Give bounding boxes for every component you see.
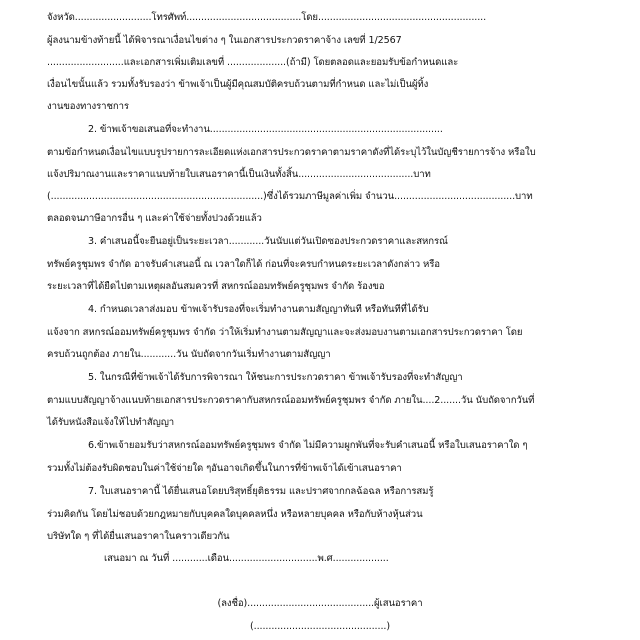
- clause-2-taxes-line: ตลอดจนภาษีอากรอื่น ๆ และค่าใช้จ่ายทั้งปวงด้วยแล้ว: [47, 213, 262, 224]
- clause-4-line-2: แจ้งจาก สหกรณ์ออมทรัพย์ครูชุมพร จำกัด ว่าให้เริ่มทำงานตามสัญญาและจะส่งมอบงานตามเอกสารประกวดราคา โดย: [47, 327, 523, 338]
- clause-7-heading: 7. ใบเสนอราคานี้ ได้ยื่นเสนอโดยบริสุทธิ์ยุติธรรม และปราศจากกลฉ้อฉล หรือการสมรู้: [88, 486, 434, 497]
- clause-4-heading: 4. กำหนดเวลาส่งมอบ ข้าพเจ้ารับรองที่จะเริ่มทำงานตามสัญญาทันที หรือทันทีที่ได้รับ: [88, 304, 429, 315]
- clause-5-line-2: ตามแบบสัญญาจ้างแนบท้ายเอกสารประกวดราคากับสหกรณ์ออมทรัพย์ครูชุมพร จำกัด ภายใน....2.......วัน นับถัดจากวันที่: [47, 395, 535, 406]
- addendum-line: ..........................และเอกสารเพิ่มเติมเลขที่ ....................(ถ้ามี) โดยตลอดและยอมรับข้อกำหนดและ: [47, 57, 459, 68]
- clause-2-vat-line: (........................................................................)ซึ่งได้รวมภาษีมูลค่าเพิ่ม จำนวน.........................................บาท: [47, 191, 533, 202]
- clause-6-line-2: รวมทั้งไม่ต้องรับผิดชอบในค่าใช้จ่ายใด ๆอันอาจเกิดขึ้นในการที่ข้าพเจ้าได้เข้าเสนอราคา: [47, 463, 402, 474]
- clause-6-heading: 6.ข้าพเจ้ายอมรับว่าสหกรณ์ออมทรัพย์ครูชุมพร จำกัด ไม่มีความผูกพันที่จะรับคำเสนอนี้ หรือใบเสนอราคาใด ๆ: [88, 440, 528, 451]
- qualification-line: เงื่อนไขนั้นแล้ว รวมทั้งรับรองว่า ข้าพเจ้าเป็นผู้มีคุณสมบัติครบถ้วนตามที่กำหนด และไม่เป็นผู้ทิ้ง: [47, 79, 429, 90]
- signer-name-line: (.............................................): [249, 621, 391, 632]
- clause-2-total-line: แจ้งปริมาณงานและราคาแนบท้ายใบเสนอราคานี้เป็นเงินทั้งสิ้น.......................................บาท: [47, 169, 431, 180]
- submission-date-line: เสนอมา ณ วันที่ ............เดือน..............................พ.ศ...................: [104, 553, 389, 564]
- clause-2-terms-line: ตามข้อกำหนดเงื่อนไขแบบรูปรายการละเอียดแห่งเอกสารประกวดราคาตามราคาดังที่ได้ระบุไว้ในบัญชีรายการจ้าง หรือใบ: [47, 147, 536, 158]
- signature-line: (ลงชื่อ)...........................................ผู้เสนอราคา: [217, 598, 423, 609]
- clause-5-heading: 5. ในกรณีที่ข้าพเจ้าได้รับการพิจารณา ให้ชนะการประกวดราคา ข้าพเจ้ารับรองที่จะทำสัญญา: [88, 372, 463, 383]
- government-work-line: งานของทางราชการ: [47, 101, 129, 112]
- clause-4-line-3: ครบถ้วนถูกต้อง ภายใน............วัน นับถัดจากวันเริ่มทำงานตามสัญญา: [47, 349, 331, 360]
- clause-5-line-3: ได้รับหนังสือแจ้งให้ไปทำสัญญา: [47, 417, 175, 428]
- province-phone-line: จังหวัด..........................โทรศัพท์.......................................โดย.........................................................: [47, 12, 487, 23]
- clause-7-line-2: ร่วมคิดกัน โดยไม่ชอบด้วยกฎหมายกับบุคคลใดบุคคลหนึ่ง หรือหลายบุคคล หรือกับห้างหุ้นส่วน: [47, 509, 423, 520]
- clause-3-line-3: ระยะเวลาที่ได้ยืดไปตามเหตุผลอันสมควรที่ สหกรณ์ออมทรัพย์ครูชุมพร จำกัด ร้องขอ: [47, 281, 385, 292]
- clause-3-heading: 3. คำเสนอนี้จะยืนอยู่เป็นระยะเวลา............วันนับแต่วันเปิดซองประกวดราคาและสหกรณ์: [88, 236, 448, 247]
- clause-3-line-2: ทรัพย์ครูชุมพร จำกัด อาจรับคำเสนอนี้ ณ เวลาใดก็ได้ ก่อนที่จะครบกำหนดระยะเวลาดังกล่าว หรือ: [47, 259, 440, 270]
- signer-intro-line: ผู้ลงนามข้างท้ายนี้ ได้พิจารณาเงื่อนไขต่าง ๆ ในเอกสารประกวดราคาจ้าง เลขที่ 1/2567: [47, 35, 402, 46]
- clause-7-line-3: บริษัทใด ๆ ที่ได้ยื่นเสนอราคาในคราวเดียวกัน: [47, 531, 230, 542]
- clause-2-heading: 2. ข้าพเจ้าขอเสนอที่จะทำงาน...............................................................................: [88, 124, 443, 135]
